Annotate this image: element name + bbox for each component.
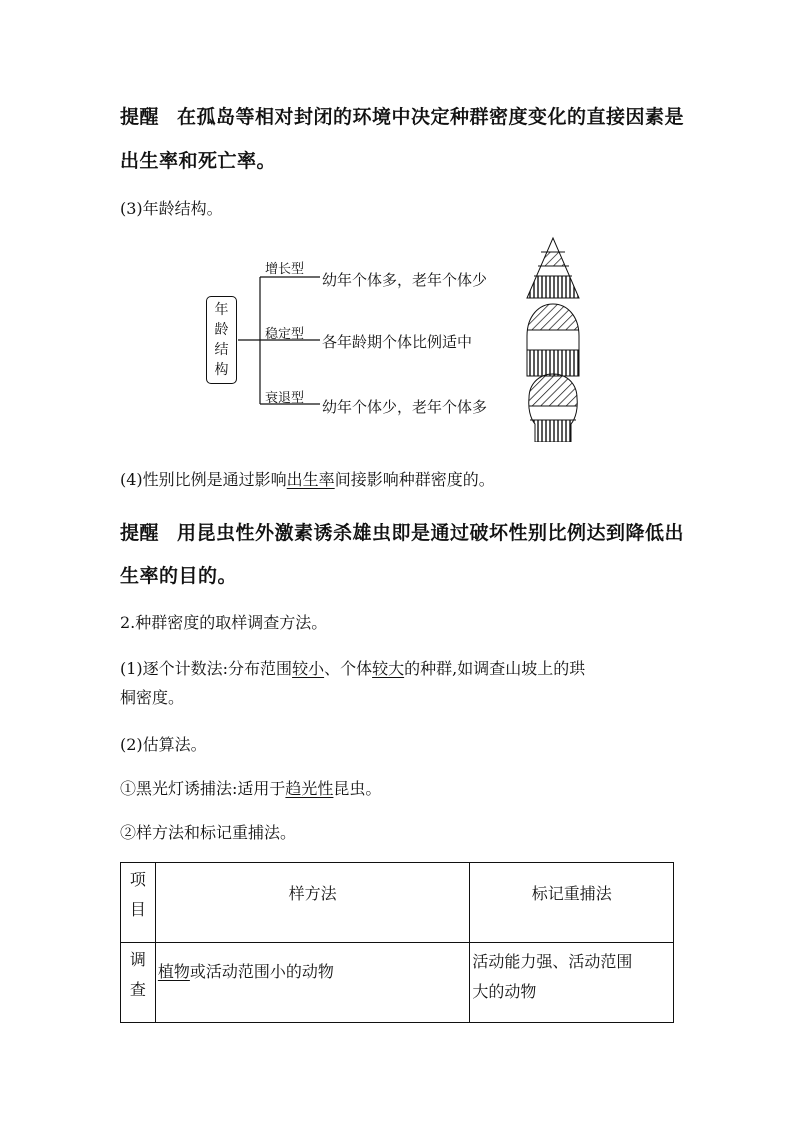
tip-paragraph-2-line2: 生率的目的。 [120, 565, 238, 587]
table-row [121, 943, 674, 1023]
type-stable-label: 稳定型 [265, 327, 305, 342]
table-header-mark-recapture: 标记重捕法 [470, 863, 674, 943]
age-structure-diagram [205, 232, 585, 442]
item-quadrat-mark-recapture: ②样方法和标记重捕法。 [120, 823, 297, 842]
table-header-quadrat: 样方法 [155, 863, 470, 943]
type-declining-label: 衰退型 [265, 391, 305, 406]
stable-pyramid-icon [525, 302, 581, 376]
age-structure-box: 年 龄 结 构 [206, 296, 237, 384]
tip-paragraph-1-line2: 出生率和死亡率。 [120, 150, 277, 172]
declining-pyramid-icon [525, 372, 581, 442]
tip-label: 提醒 [120, 106, 160, 128]
tip-text: 用昆虫性外激素诱杀雄虫即是通过破坏性别比例达到降低出 [177, 522, 685, 544]
growth-pyramid-icon [525, 236, 581, 298]
table-cell: 植物或活动范围小的动物 [155, 943, 470, 1023]
item-sex-ratio: (4)性别比例是通过影响出生率间接影响种群密度的。 [120, 470, 495, 489]
item-light-trap: ①黑光灯诱捕法:适用于趋光性昆虫。 [120, 779, 382, 798]
table-header-item: 项 目 [121, 863, 156, 943]
type-declining-desc: 幼年个体少，老年个体多 [322, 398, 488, 416]
tip-label: 提醒 [120, 522, 160, 544]
section-sampling-methods: 2.种群密度的取样调查方法。 [120, 613, 328, 632]
type-growth-label: 增长型 [265, 262, 305, 277]
underlined-answer: 出生率 [286, 470, 335, 489]
methods-table [120, 862, 674, 1023]
type-stable-desc: 各年龄期个体比例适中 [322, 333, 473, 351]
table-row [121, 863, 674, 943]
tip-paragraph-1 [120, 102, 684, 129]
table-row-label: 调 查 [121, 943, 156, 1023]
item-direct-count-line2: 桐密度。 [120, 688, 185, 707]
item-estimation: (2)估算法。 [120, 735, 207, 754]
tip-text: 在孤岛等相对封闭的环境中决定种群密度变化的直接因素是 [177, 106, 685, 128]
type-growth-desc: 幼年个体多，老年个体少 [322, 271, 488, 289]
table-cell: 活动能力强、活动范围 大的动物 [470, 943, 674, 1023]
tip-paragraph-2 [120, 518, 684, 545]
item-age-structure: (3)年龄结构。 [120, 199, 223, 218]
item-direct-count: (1)逐个计数法:分布范围较小、个体较大的种群,如调查山坡上的珙 [120, 659, 586, 678]
